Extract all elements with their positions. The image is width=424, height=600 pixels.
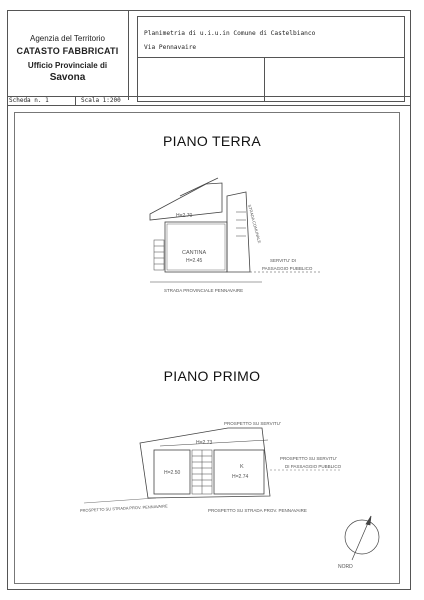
cantina-height: H=2.45 [186,258,203,264]
right-room-label: K [240,464,244,470]
prospetto-top-label: PROSPETTO SU SERVITU' [224,421,281,426]
province-name: Savona [49,72,86,83]
right-room-height: H=2.74 [232,474,249,480]
first-floor-outline [140,428,270,498]
upper-strip-line [160,440,268,446]
upper-height: H=2.73 [196,440,213,446]
plan-address: Via Pennavaire [144,44,197,51]
registry-name: CATASTO FABBRICATI [16,46,119,56]
road-label: STRADA PROVINCIALE PENNAVAIRE [164,288,244,293]
roof-line [180,178,218,196]
plan-description: Planimetria di u.i.u.in Comune di Castelbianco [144,30,316,37]
right-room [214,450,264,494]
east-wall-block [227,192,250,272]
left-room-height: H=2.50 [164,470,181,476]
prospetto-right-label-1: PROSPETTO SU SERVITU' [280,456,337,461]
agency-name: Agenzia del Territorio [29,34,105,43]
passage-label: PASSAGGIO PUBBLICO [262,266,313,271]
first-floor-labels [80,421,342,513]
office-name: Ufficio Provinciale di [27,61,108,70]
sheet-number: Scheda n. 1 [9,97,49,104]
upper-room-height: H=2.70 [176,213,193,219]
east-stair-marks [236,212,246,236]
street-diag-label: STRADA COMUNALE [247,203,263,244]
ground-floor-labels [164,204,313,293]
prospetto-right-label-2: DI PASSAGGIO PUBBLICO [285,464,342,469]
scale: Scala 1:200 [81,97,121,104]
first-floor-stair [192,450,212,494]
north-arrow-icon [345,516,379,560]
floor-title-ground: PIANO TERRA [163,133,261,149]
cantina-room [165,222,227,272]
prospetto-bottom-label: PROSPETTO SU STRADA PROV. PENNAVAIRE [208,508,307,513]
servitu-label: SERVITU' DI [270,258,297,263]
floor-title-first: PIANO PRIMO [163,368,261,384]
cantina-label: CANTINA [182,250,207,256]
north-label: NORD [338,564,353,570]
prospetto-left-label: PROSPETTO SU STRADA PROV. PENNAVAIRE [79,503,168,513]
ground-stair [154,240,164,270]
left-base-line [84,498,156,503]
